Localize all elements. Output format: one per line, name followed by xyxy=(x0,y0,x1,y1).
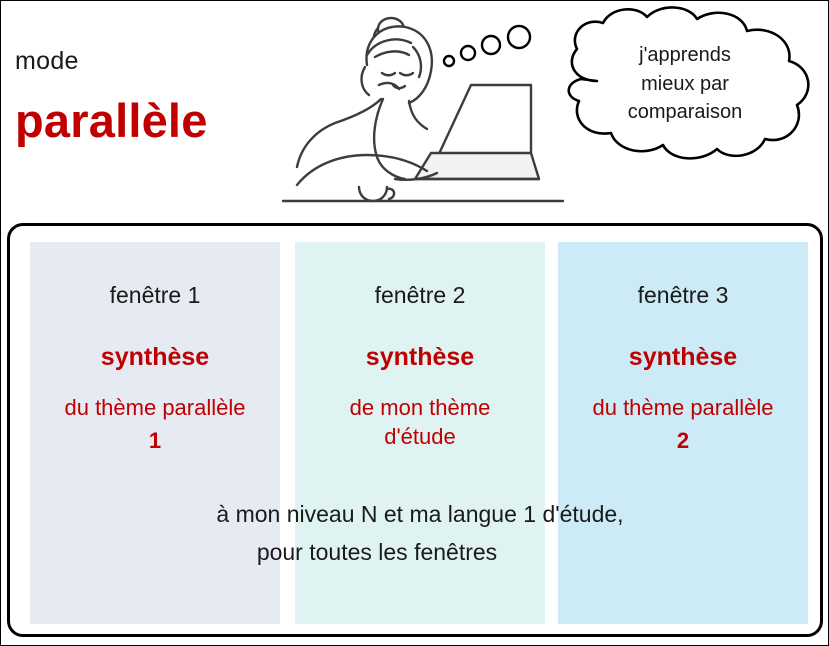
window-description-3: du thème parallèle xyxy=(592,395,774,420)
window-number-value-2: d'étude xyxy=(384,423,456,449)
window-number-2 xyxy=(295,423,545,452)
person-at-laptop-icon xyxy=(263,3,583,225)
thought-line-2: mieux par xyxy=(641,72,729,95)
synthesis-label-3: synthèse xyxy=(628,343,738,371)
window-description-2: de mon thème xyxy=(349,395,491,420)
window-label-2: fenêtre 2 xyxy=(374,282,466,308)
page-title: parallèle xyxy=(15,94,208,147)
window-column-1[interactable] xyxy=(30,242,280,624)
window-label-1: fenêtre 1 xyxy=(109,282,201,308)
window-column-3[interactable] xyxy=(558,242,808,624)
thought-line-1: j'apprends xyxy=(639,44,731,67)
window-label-3: fenêtre 3 xyxy=(637,282,729,308)
window-column-2[interactable] xyxy=(295,242,545,624)
mode-label: mode xyxy=(15,47,79,75)
window-number-3 xyxy=(558,427,808,456)
window-number-value-1: 1 xyxy=(148,427,162,453)
footer-note-line-1: à mon niveau N et ma langue 1 d'étude, xyxy=(216,501,624,527)
synthesis-label-2: synthèse xyxy=(365,343,475,371)
windows-panel xyxy=(7,223,823,637)
window-description-1: du thème parallèle xyxy=(64,395,246,420)
window-number-1 xyxy=(30,427,280,456)
columns-container xyxy=(10,226,820,634)
thought-bubble xyxy=(549,5,821,163)
window-number-value-3: 2 xyxy=(676,427,690,453)
header xyxy=(1,1,829,223)
synthesis-label-1: synthèse xyxy=(100,343,210,371)
thought-line-3: comparaison xyxy=(627,101,743,124)
footer-note-line-2: pour toutes les fenêtres xyxy=(256,538,498,565)
